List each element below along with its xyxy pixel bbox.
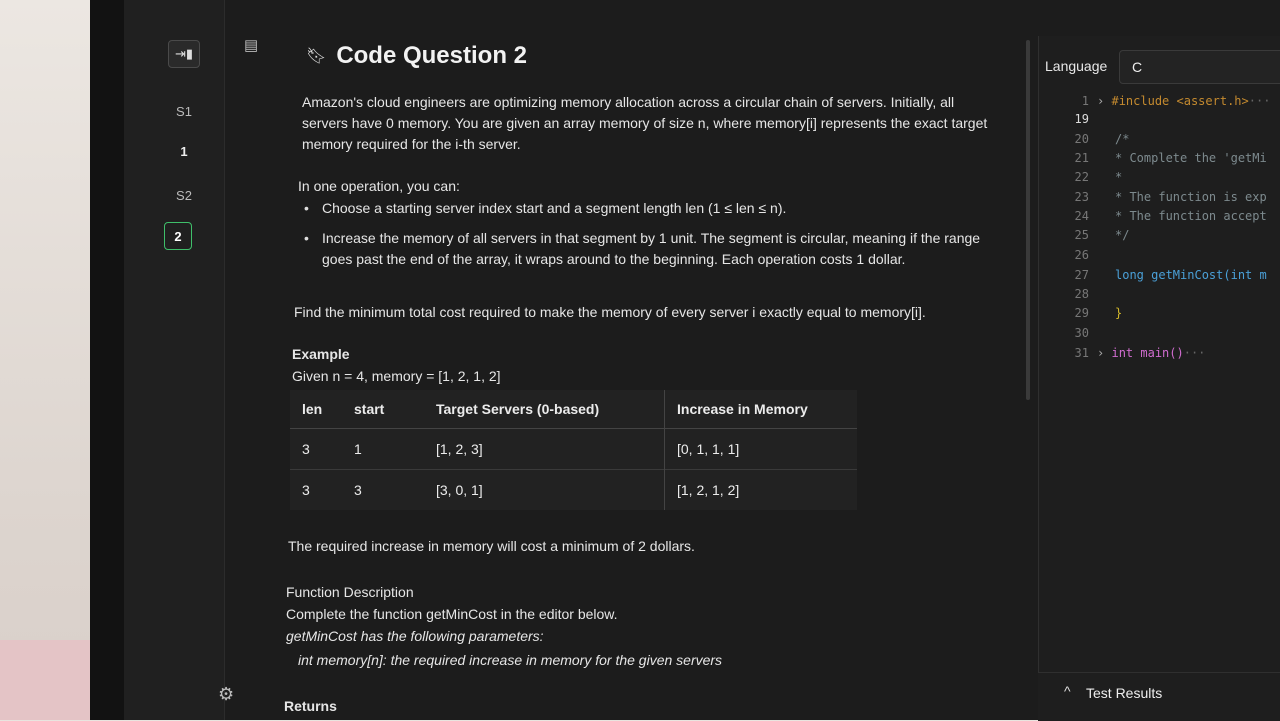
question-number-2-active[interactable]: 2 [164,222,192,250]
section-label-s2: S2 [176,188,192,203]
function-description-line: Complete the function getMinCost in the editor below. [286,606,618,622]
line-number: 21 [1074,151,1089,165]
question-title: Code Question 2 [336,42,527,69]
example-given: Given n = 4, memory = [1, 2, 1, 2] [292,368,501,384]
table-header: Increase in Memory [665,390,858,429]
question-panel [284,30,1004,720]
function-description-heading: Function Description [286,584,414,600]
section-label-s1: S1 [176,104,192,119]
table-header-row [290,390,857,429]
line-number: 19 [1074,112,1089,126]
include-directive: #include <assert.h> [1111,94,1249,108]
line-number: 25 [1074,228,1089,242]
line-number: 20 [1074,132,1089,146]
code-line: * [1115,170,1123,184]
operation-bullet-1: • Choose a starting server index start and a segment length len (1 ≤ len ≤ n). [298,198,1002,219]
example-heading: Example [292,346,350,362]
table-cell: 3 [290,470,342,511]
test-results-label: Test Results [1086,685,1163,701]
example-table [290,390,857,510]
chevron-up-icon: ^ [1064,683,1071,699]
line-number: 27 [1074,268,1089,282]
language-label: Language [1045,58,1108,74]
code-line: * Complete the 'getMi [1115,151,1267,165]
table-row [290,429,857,470]
table-cell: [3, 0, 1] [424,470,665,511]
code-line: */ [1115,228,1130,242]
code-line: * The function is exp [1115,190,1267,204]
line-number: 31 [1074,346,1089,360]
language-select[interactable] [1119,50,1280,84]
main-signature: int main() [1111,346,1184,360]
table-row [290,470,857,511]
code-line: } [1115,306,1123,320]
line-number: 1 [1081,94,1089,108]
fold-chevron-icon[interactable]: › [1097,94,1105,108]
line-number: 29 [1074,306,1089,320]
operations-intro: In one operation, you can: [298,178,460,194]
bookmark-icon[interactable]: 🔖︎ [306,48,327,65]
table-header: Target Servers (0-based) [424,390,665,429]
code-line: * The function accept [1115,209,1267,223]
question-rail [124,0,225,720]
question-intro: Amazon's cloud engineers are optimizing memory allocation across a circular chain of servers. Initially, all servers have 0 memory. You are given an array memory of size n, where memory[i] represents the exact target memory required for the i-th server. [302,94,988,152]
code-line: /* [1115,132,1130,146]
expand-panel-button[interactable] [168,40,200,68]
panel-resize-handle[interactable] [1026,40,1030,400]
expand-panel-icon: ⇥▮ [174,46,194,61]
example-conclusion: The required increase in memory will cost a minimum of 2 dollars. [288,538,695,554]
line-number: 23 [1074,190,1089,204]
table-cell: 3 [342,470,424,511]
table-header: start [342,390,424,429]
code-line: › int main()··· [1097,346,1206,360]
table-cell: 1 [342,429,424,470]
question-header [306,42,527,70]
assessment-screen [124,0,1280,720]
code-editor-panel [1038,36,1280,720]
language-value: C [1132,59,1143,75]
notes-icon[interactable]: ▤ [244,37,259,54]
line-number: 26 [1074,248,1089,262]
test-results-bar[interactable] [1038,672,1280,721]
line-number: 24 [1074,209,1089,223]
table-header: len [290,390,342,429]
returns-heading: Returns [284,698,337,714]
table-cell: 3 [290,429,342,470]
task-statement: Find the minimum total cost required to make the memory of every server i exactly equal to memory[i]. [294,304,926,320]
line-number: 30 [1074,326,1089,340]
code-line: › #include <assert.h>··· [1097,94,1271,108]
code-line-function-signature: long getMinCost(int m [1115,268,1267,282]
parameter-memory: int memory[n]: the required increase in memory for the given servers [298,652,723,668]
table-cell: [0, 1, 1, 1] [665,429,858,470]
line-number: 28 [1074,287,1089,301]
table-cell: [1, 2, 3] [424,429,665,470]
settings-gear-icon[interactable]: ⚙ [218,684,235,704]
question-number-1[interactable]: 1 [180,144,188,159]
table-cell: [1, 2, 1, 2] [665,470,858,511]
line-number: 22 [1074,170,1089,184]
operation-bullet-2: • Increase the memory of all servers in that segment by 1 unit. The segment is circular, meaning if the range goes past the end of the array, it wraps around to the beginning. Each operation costs 1 dollar. [298,228,1002,270]
fold-chevron-icon[interactable]: › [1097,346,1105,360]
function-parameters-line: getMinCost has the following parameters: [286,628,544,644]
